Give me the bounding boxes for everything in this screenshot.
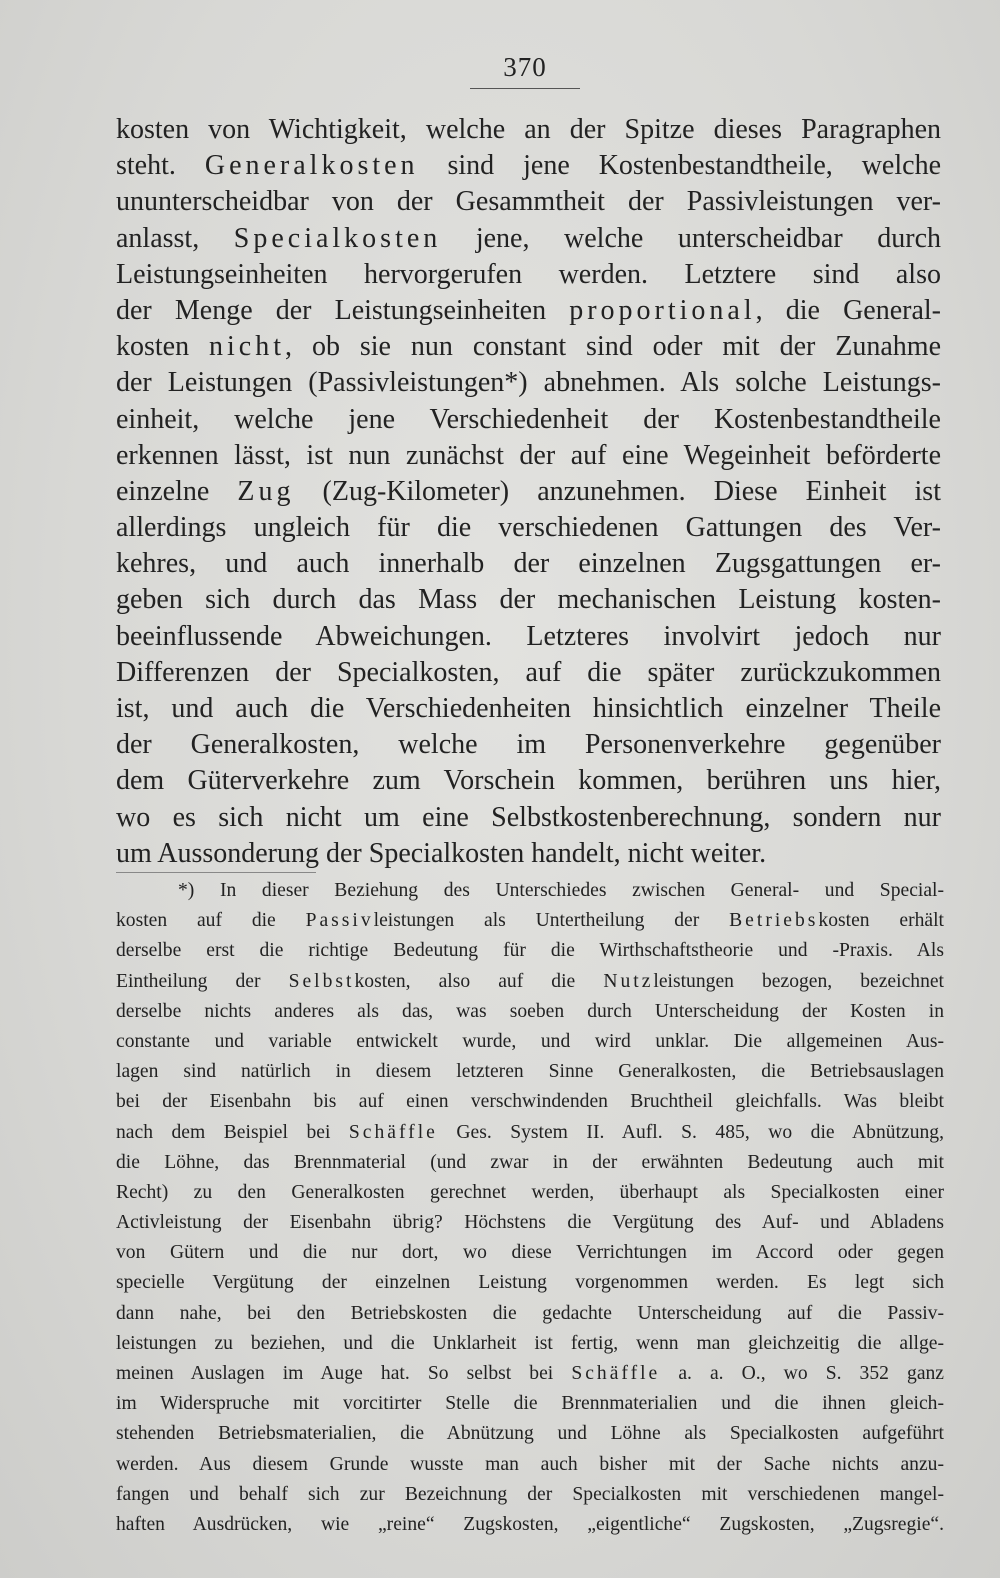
text-line: allerdings ungleich für die verschiedenen Gattungen des Ver- (116, 512, 941, 544)
footnote-line: im Widerspruche mit vorcitirter Stelle die Brennmaterialien und die ihnen gleich- (116, 1393, 944, 1415)
text-line: einzelne Zug (Zug-Kilometer) anzunehmen. Diese Einheit ist (116, 475, 941, 507)
spaced-term: Betriebs (729, 910, 819, 932)
footnote-line: von Gütern und die nur dort, wo diese Verrichtungen im Accord oder gegen (116, 1242, 944, 1264)
footnote-line: dann nahe, bei den Betriebskosten die gedachte Unterscheidung auf die Passiv- (116, 1302, 944, 1324)
spaced-term: Specialkosten (233, 222, 442, 254)
text-line: geben sich durch das Mass der mechanischen Leistung kosten- (116, 584, 941, 616)
text-line: kosten von Wichtigkeit, welche an der Spitze dieses Paragraphen (116, 114, 941, 145)
footnote-line: fangen und behalf sich zur Bezeichnung der Specialkosten mit verschiedenen mangel- (116, 1483, 944, 1505)
footnote (116, 876, 944, 1540)
spaced-term: Generalkosten (204, 150, 419, 182)
text-line: erkennen lässt, ist nun zunächst der auf eine Wegeinheit beförderte (116, 439, 941, 471)
page-number-rule (470, 88, 580, 89)
text-line: ist, und auch die Verschiedenheiten hinsichtlich einzelner Theile (116, 693, 941, 724)
spaced-term: Selbst (288, 970, 355, 992)
spaced-term: Schäffle (348, 1121, 438, 1143)
footnote-line: kosten auf die Passivleistungen als Untertheilung der Betriebskosten erhält (116, 910, 944, 932)
spaced-term: nicht (209, 331, 286, 363)
footnote-line: bei der Eisenbahn bis auf einen verschwindenden Bruchtheil gleichfalls. Was bleibt (116, 1091, 944, 1113)
spaced-term: Schäffle (571, 1363, 661, 1384)
text-line: um Aussonderung der Specialkosten handelt, nicht weiter. (116, 837, 767, 869)
footnote-line: *) In dieser Beziehung des Unterschiedes zwischen General- und Special- (178, 880, 944, 901)
footnote-line: die Löhne, das Brennmaterial (und zwar in der erwähnten Bedeutung auch mit (116, 1151, 944, 1173)
text-line: kehres, und auch innerhalb der einzelnen Zugsgattungen er- (116, 548, 941, 580)
footnote-line: constante und variable entwickelt wurde, und wird unklar. Die allgemeinen Aus- (116, 1030, 944, 1052)
footnote-line: haften Ausdrücken, wie „reine“ Zugskosten, „eigentliche“ Zugskosten, „Zugsregie“. (116, 1513, 944, 1535)
page-number: 370 (503, 52, 547, 82)
text-line: steht. Generalkosten sind jene Kostenbestandtheile, welche (116, 150, 941, 182)
footnote-line: derselbe erst die richtige Bedeutung für die Wirthschaftstheorie und -Praxis. Als (116, 940, 944, 962)
text-line: der Leistungen (Passivleistungen*) abnehmen. Als solche Leistungs- (116, 367, 941, 399)
text-line: ununterscheidbar von der Gesammtheit der Passivleistungen ver- (116, 186, 941, 218)
text-line: der Generalkosten, welche im Personenverkehre gegenüber (116, 729, 941, 761)
footnote-line: specielle Vergütung der einzelnen Leistung vorgenommen werden. Es legt sich (116, 1272, 944, 1294)
text-line: dem Güterverkehre zum Vorschein kommen, berühren uns hier, (116, 765, 941, 797)
text-line: einheit, welche jene Verschiedenheit der Kostenbestandtheile (116, 403, 941, 435)
text-line: anlasst, Specialkosten jene, welche unterscheidbar durch (116, 222, 941, 254)
spaced-term: Zug (237, 475, 295, 507)
text-line: Leistungseinheiten hervorgerufen werden. Letztere sind also (116, 258, 941, 290)
footnote-line: stehenden Betriebsmaterialien, die Abnützung und Löhne als Specialkosten aufgeführt (116, 1423, 944, 1445)
spaced-term: Nutz (603, 970, 654, 992)
text-line: der Menge der Leistungseinheiten proportional, die General- (116, 294, 942, 326)
text-line: kosten nicht, ob sie nun constant sind oder mit der Zunahme (116, 331, 941, 363)
footnote-rule (116, 872, 316, 873)
footnote-line: Activleistung der Eisenbahn übrig? Höchstens die Vergütung des Auf- und Abladens (116, 1212, 944, 1234)
text-line: wo es sich nicht um eine Selbstkostenberechnung, sondern nur (116, 801, 941, 833)
footnote-line: Eintheilung der Selbstkosten, also auf die Nutzleistungen bezogen, bezeichnet (116, 970, 945, 992)
footnote-line: Recht) zu den Generalkosten gerechnet werden, überhaupt als Specialkosten einer (116, 1181, 944, 1203)
footnote-line: meinen Auslagen im Auge hat. So selbst bei Schäffle a. a. O., wo S. 352 ganz (116, 1363, 945, 1384)
footnote-line: lagen sind natürlich in diesem letzteren Sinne Generalkosten, die Betriebsauslagen (116, 1061, 944, 1083)
main-text (116, 112, 941, 872)
spaced-term: Passiv (305, 910, 374, 932)
footnote-line: nach dem Beispiel bei Schäffle Ges. System II. Aufl. S. 485, wo die Abnützung, (116, 1121, 945, 1143)
footnote-line: leistungen zu beziehen, und die Unklarheit ist fertig, wenn man gleichzeitig die allge- (116, 1332, 944, 1354)
footnote-line: werden. Aus diesem Grunde wusste man auch bisher mit der Sache nichts anzu- (116, 1453, 944, 1475)
spaced-term: proportional (569, 294, 756, 326)
text-line: Differenzen der Specialkosten, auf die später zurückzukommen (116, 656, 941, 688)
footnote-line: derselbe nichts anderes als das, was soeben durch Unterscheidung der Kosten in (116, 1000, 944, 1022)
text-line: beeinflussende Abweichungen. Letzteres involvirt jedoch nur (116, 620, 941, 652)
